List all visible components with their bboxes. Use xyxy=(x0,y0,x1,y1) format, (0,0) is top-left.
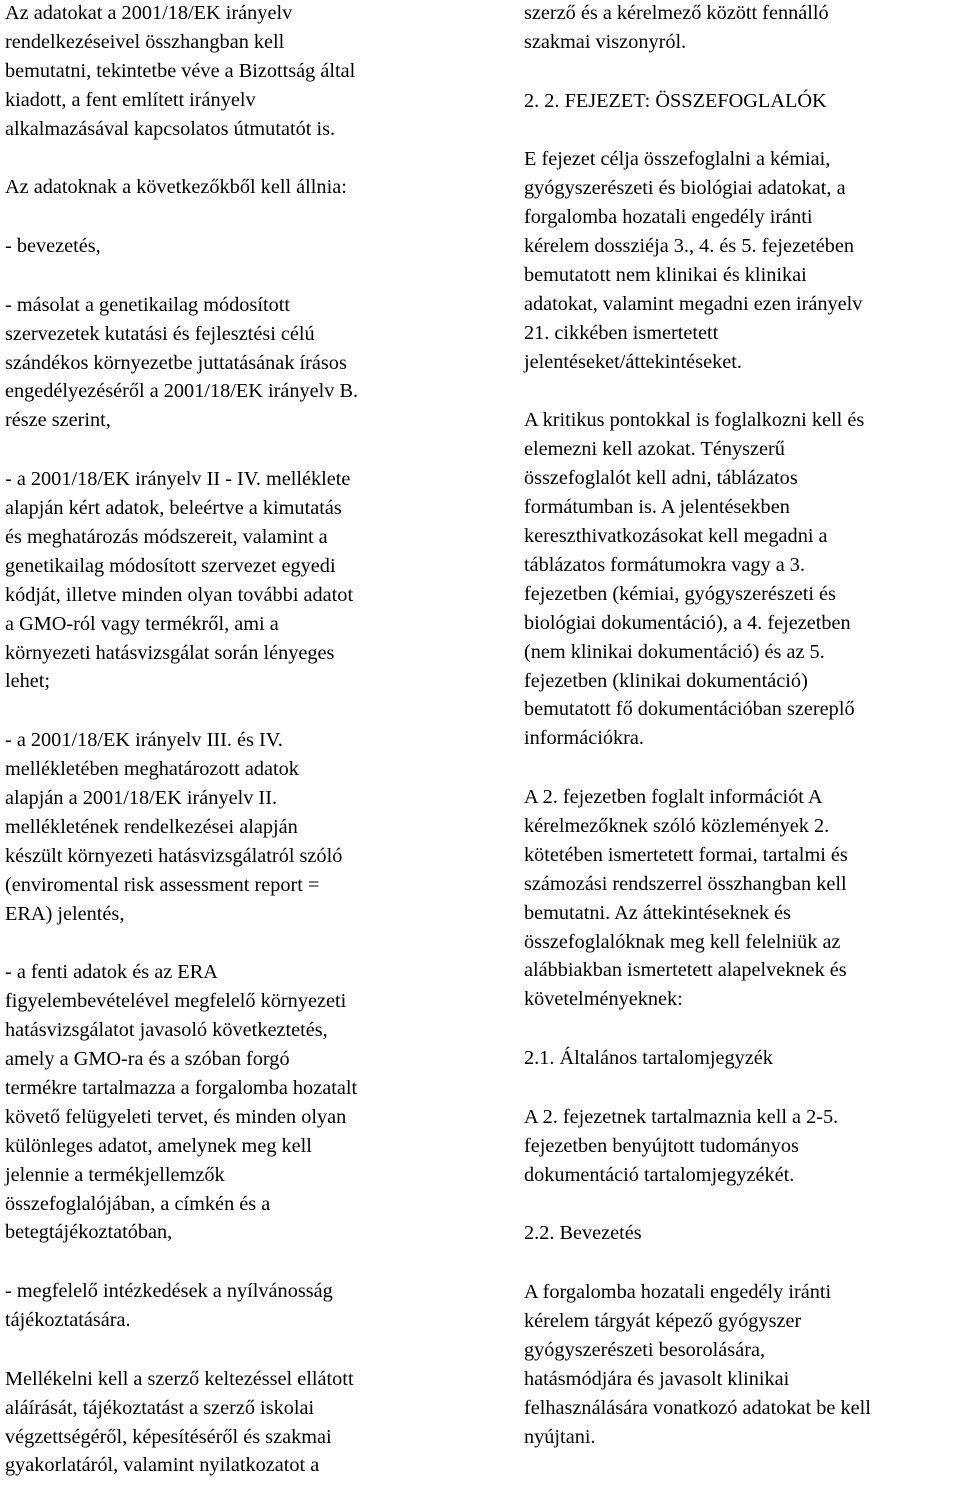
list-item-public-information: - megfelelő intézkedések a nyílvánosság tájékoztatására. xyxy=(5,1280,333,1332)
paragraph-author-relationship: szerző és a kérelmező között fennálló szakmai viszonyról. xyxy=(524,2,829,53)
paragraph-intro: Az adatokat a 2001/18/EK irányelv rendelkezéseivel összhangban kell bemutatni, tekintetbe véve a Bizottság által kiadott, a fent említett irányelv alkalmazásával kapcsolatos útmutatót is. xyxy=(5,2,356,140)
paragraph-author-signature: Mellékelni kell a szerző keltezéssel ellátott aláírását, tájékoztatást a szerző iskolai végzettségéről, képesítéséről és szakmai gyakorlatáról, valamint nyilatkozatot a xyxy=(5,1367,354,1477)
list-item-authorisation-copy: - másolat a genetikailag módosított szervezetek kutatási és fejlesztési célú szándékos környezetbe juttatásának írásos engedélyezéséről a 2001/18/EK irányelv B. része szerint, xyxy=(5,293,359,432)
right-column xyxy=(524,0,960,1481)
list-item-annex-data: - a 2001/18/EK irányelv II - IV. melléklete alapján kért adatok, beleértve a kimutatás és meghatározás módszereit, valamint a genetikailag módosított szervezet egyedi kódját, illetve minden olyan további adatot a GMO-ról vagy termékről, ami a környezeti hatásvizsgálat során lényeges lehet; xyxy=(5,468,354,693)
list-item-era-report: - a 2001/18/EK irányelv III. és IV. mellékletében meghatározott adatok alapján a 2001/18/EK irányelv II. mellékletének rendelkezései alapján készült környezeti hatásvizsgálatról szóló (enviromental risk assessment report = ERA) jelentés, xyxy=(5,729,343,925)
paragraph-critical-points: A kritikus pontokkal is foglalkozni kell és elemezni kell azokat. Tényszerű összefoglalót kell adni, táblázatos formátumban is. A jelentésekben kereszthivatkozásokat kell megadni a táblázatos formátumokra vagy a 3. fejezetben (kémiai, gyógyszerészeti és biológiai dokumentáció), a 4. fejezetben (nem klinikai dokumentáció) és az 5. fejezetben (klinikai dokumentáció) bemutatott fő dokumentációban szereplő információkra. xyxy=(524,409,865,750)
section-heading-introduction: 2.2. Bevezetés xyxy=(524,1222,642,1245)
paragraph-data-components: Az adatoknak a következőkből kell állnia: xyxy=(5,176,347,199)
chapter-heading: 2. 2. FEJEZET: ÖSSZEFOGLALÓK xyxy=(524,89,827,112)
list-item-introduction: - bevezetés, xyxy=(5,235,101,258)
paragraph-chapter-information: A 2. fejezetben foglalt információt A kérelmezőknek szóló közlemények 2. kötetében ismertetett formai, tartalmi és számozási rendszerrel összhangban kell bemutatni. Az áttekintéseknek és összefoglalóknak meg kell felelniük az alábbiakban ismertetett alapelveknek és követelményeknek: xyxy=(524,786,848,1011)
paragraph-introduction-content: A forgalomba hozatali engedély iránti kérelem tárgyát képező gyógyszer gyógyszerészeti besorolására, hatásmódjára és javasolt klinikai felhasználására vonatkozó adatokat be kell nyújtani. xyxy=(524,1281,871,1448)
left-column xyxy=(5,0,453,1510)
paragraph-chapter-purpose: E fejezet célja összefoglalni a kémiai, gyógyszerészeti és biológiai adatokat, a forgalomba hozatali engedély iránti kérelem dossziéja 3., 4. és 5. fejezetében bemutatott nem klinikai és klinikai adatokat, valamint megadni ezen irányelv 21. cikkében ismertetett jelentéseket/áttekintéseket. xyxy=(524,148,863,373)
section-heading-table-of-contents: 2.1. Általános tartalomjegyzék xyxy=(524,1047,773,1070)
list-item-conclusion: - a fenti adatok és az ERA figyelembevételével megfelelő környezeti hatásvizsgálatot javasoló következtetés, amely a GMO-ra és a szóban forgó termékre tartalmazza a forgalomba hozatalt követő felügyeleti tervet, és minden olyan különleges adatot, amelynek meg kell jelennie a termékjellemzők összefoglalójában, a címkén és a betegtájékoztatóban, xyxy=(5,961,358,1244)
paragraph-table-of-contents: A 2. fejezetnek tartalmaznia kell a 2-5. fejezetben benyújtott tudományos dokumentáció tartalomjegyzékét. xyxy=(524,1105,839,1186)
